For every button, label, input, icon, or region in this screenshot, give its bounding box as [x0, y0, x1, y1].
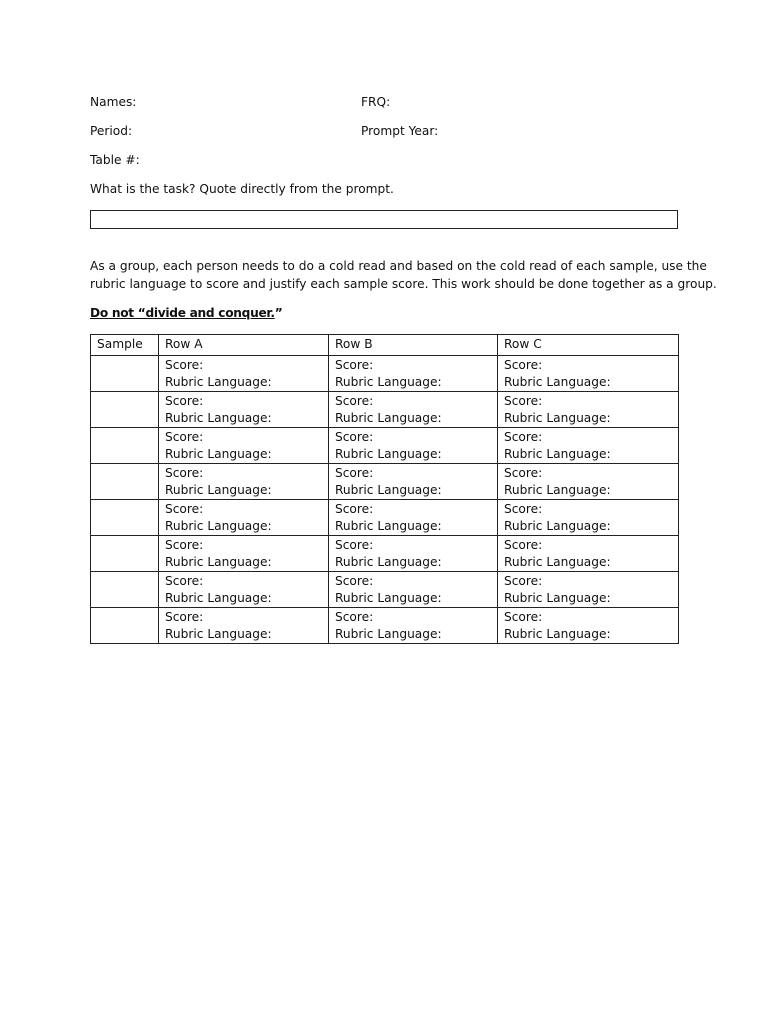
names-label: Names: [90, 95, 137, 109]
rubric-language-label: Rubric Language: [504, 519, 611, 533]
score-label: Score: [335, 538, 374, 552]
score-label: Score: [165, 430, 204, 444]
rubric-language-label: Rubric Language: [165, 483, 272, 497]
score-label: Score: [504, 430, 543, 444]
rubric-language-label: Rubric Language: [335, 447, 442, 461]
rubric-language-label: Rubric Language: [335, 591, 442, 605]
score-label: Score: [165, 466, 204, 480]
task-question: What is the task? Quote directly from the prompt. [90, 182, 394, 196]
score-label: Score: [335, 394, 374, 408]
warning-text [90, 305, 282, 321]
score-label: Score: [165, 538, 204, 552]
score-cell[interactable] [498, 428, 679, 464]
score-cell[interactable] [329, 356, 498, 392]
frq-label: FRQ: [361, 95, 391, 109]
score-label: Score: [165, 502, 204, 516]
rubric-language-label: Rubric Language: [335, 375, 442, 389]
score-label: Score: [335, 610, 374, 624]
score-cell[interactable] [498, 536, 679, 572]
score-label: Score: [165, 574, 204, 588]
rubric-language-label: Rubric Language: [504, 483, 611, 497]
score-label: Score: [335, 466, 374, 480]
sample-cell[interactable] [91, 500, 159, 536]
rubric-language-label: Rubric Language: [504, 627, 611, 641]
table-row [91, 608, 679, 644]
instructions-paragraph [90, 257, 717, 293]
table-number-label: Table #: [90, 153, 140, 167]
rubric-language-label: Rubric Language: [165, 591, 272, 605]
score-label: Score: [504, 610, 543, 624]
score-cell[interactable] [329, 536, 498, 572]
rubric-table [90, 334, 679, 644]
sample-cell[interactable] [91, 572, 159, 608]
sample-cell[interactable] [91, 464, 159, 500]
score-label: Score: [504, 358, 543, 372]
table-row [91, 464, 679, 500]
score-cell[interactable] [498, 392, 679, 428]
warning-tail: ” [274, 306, 283, 320]
rubric-language-label: Rubric Language: [165, 519, 272, 533]
rubric-language-label: Rubric Language: [165, 375, 272, 389]
table-row [91, 356, 679, 392]
score-cell[interactable] [329, 464, 498, 500]
warning-underlined: Do not “divide and conquer. [90, 306, 275, 320]
rubric-language-label: Rubric Language: [504, 375, 611, 389]
score-cell[interactable] [159, 536, 329, 572]
task-answer-box[interactable] [90, 210, 678, 229]
score-cell[interactable] [159, 428, 329, 464]
table-row [91, 428, 679, 464]
header-sample: Sample [91, 335, 159, 356]
score-cell[interactable] [159, 500, 329, 536]
score-cell[interactable] [498, 500, 679, 536]
rubric-language-label: Rubric Language: [165, 411, 272, 425]
table-header-row [91, 335, 679, 356]
score-cell[interactable] [498, 608, 679, 644]
score-cell[interactable] [329, 428, 498, 464]
instructions-line-2: rubric language to score and justify each sample score. This work should be done together as a group. [90, 277, 717, 291]
rubric-language-label: Rubric Language: [335, 411, 442, 425]
score-cell[interactable] [329, 608, 498, 644]
table-row [91, 500, 679, 536]
rubric-language-label: Rubric Language: [504, 591, 611, 605]
score-label: Score: [165, 394, 204, 408]
score-label: Score: [504, 574, 543, 588]
sample-cell[interactable] [91, 392, 159, 428]
sample-cell[interactable] [91, 536, 159, 572]
score-cell[interactable] [329, 500, 498, 536]
score-label: Score: [335, 574, 374, 588]
table-row [91, 392, 679, 428]
score-cell[interactable] [498, 356, 679, 392]
period-label: Period: [90, 124, 133, 138]
score-label: Score: [335, 502, 374, 516]
rubric-language-label: Rubric Language: [335, 483, 442, 497]
score-cell[interactable] [159, 608, 329, 644]
sample-cell[interactable] [91, 356, 159, 392]
table-row [91, 536, 679, 572]
rubric-language-label: Rubric Language: [165, 555, 272, 569]
rubric-language-label: Rubric Language: [504, 447, 611, 461]
score-label: Score: [504, 394, 543, 408]
rubric-language-label: Rubric Language: [504, 555, 611, 569]
table-row [91, 572, 679, 608]
score-cell[interactable] [329, 392, 498, 428]
header-row-b: Row B [329, 335, 498, 356]
score-cell[interactable] [159, 392, 329, 428]
rubric-language-label: Rubric Language: [335, 627, 442, 641]
score-cell[interactable] [159, 356, 329, 392]
score-label: Score: [335, 358, 374, 372]
score-label: Score: [504, 502, 543, 516]
score-cell[interactable] [329, 572, 498, 608]
instructions-line-1: As a group, each person needs to do a cold read and based on the cold read of each sample, use the [90, 259, 707, 273]
rubric-language-label: Rubric Language: [165, 447, 272, 461]
score-cell[interactable] [498, 572, 679, 608]
score-label: Score: [504, 466, 543, 480]
score-label: Score: [165, 610, 204, 624]
score-cell[interactable] [498, 464, 679, 500]
sample-cell[interactable] [91, 608, 159, 644]
header-row-a: Row A [159, 335, 329, 356]
rubric-language-label: Rubric Language: [165, 627, 272, 641]
score-label: Score: [504, 538, 543, 552]
score-label: Score: [335, 430, 374, 444]
prompt-year-label: Prompt Year: [361, 124, 439, 138]
rubric-language-label: Rubric Language: [335, 519, 442, 533]
score-label: Score: [165, 358, 204, 372]
score-cell[interactable] [159, 464, 329, 500]
rubric-language-label: Rubric Language: [335, 555, 442, 569]
rubric-language-label: Rubric Language: [504, 411, 611, 425]
header-row-c: Row C [498, 335, 679, 356]
score-cell[interactable] [159, 572, 329, 608]
sample-cell[interactable] [91, 428, 159, 464]
